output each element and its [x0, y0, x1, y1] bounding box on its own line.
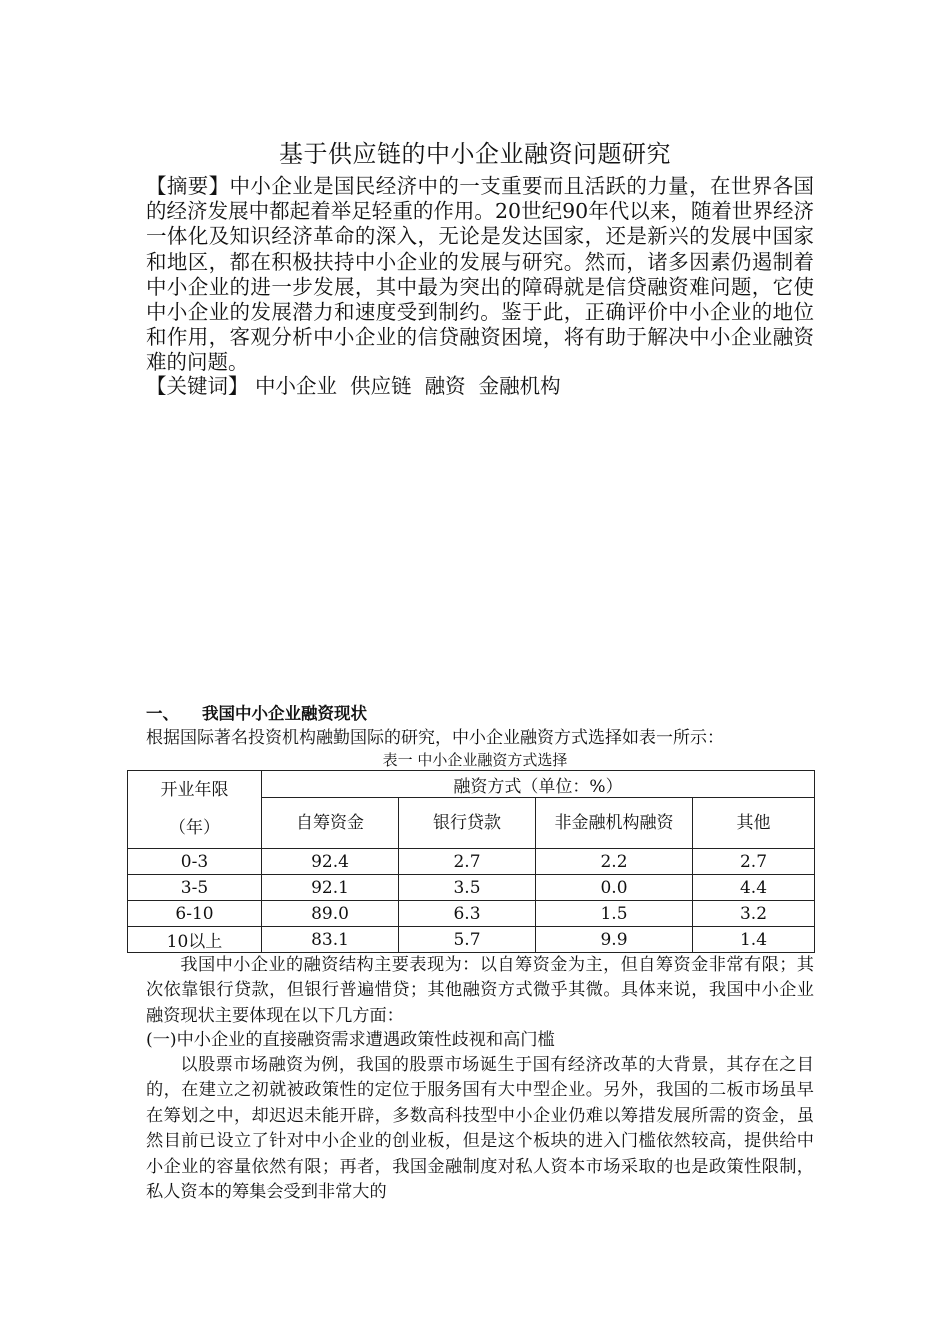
year-cell: 3-5 — [128, 875, 262, 901]
value-cell: 9.9 — [536, 927, 693, 953]
column-header: 自筹资金 — [262, 798, 399, 849]
value-cell: 3.5 — [399, 875, 536, 901]
value-cell: 5.7 — [399, 927, 536, 953]
abstract-text: 【摘要】中小企业是国民经济中的一支重要而且活跃的力量，在世界各国的经济发展中都起着举足轻重的作用。20世纪90年代以来，随着世界经济一体化及知识经济革命的深入，无论是发达国家，还是新兴的发展中国家和地区，都在积极扶持中小企业的发展与研究。然而，诸多因素仍遏制着中小企业的进一步发展，其中最为突出的障碍就是信贷融资难问题，它使中小企业的发展潜力和速度受到制约。鉴于此，正确评价中小企业的地位和作用，客观分析中小企业的信贷融资困境，将有助于解决中小企业融资难的问题。 — [146, 174, 814, 375]
financing-table — [127, 770, 815, 953]
value-cell: 2.7 — [399, 849, 536, 875]
value-cell: 1.4 — [693, 927, 815, 953]
year-cell: 6-10 — [128, 901, 262, 927]
value-cell: 83.1 — [262, 927, 399, 953]
subheading — [146, 1028, 814, 1053]
value-cell: 92.1 — [262, 875, 399, 901]
year-cell: 0-3 — [128, 849, 262, 875]
value-cell: 2.2 — [536, 849, 693, 875]
paragraph-financing-structure — [146, 953, 814, 1029]
section-intro: 根据国际著名投资机构融勤国际的研究，中小企业融资方式选择如表一所示： — [146, 728, 724, 748]
table-caption: 表一 中小企业融资方式选择 — [382, 751, 568, 769]
table-row — [128, 901, 815, 927]
table-row — [128, 849, 815, 875]
year-header-cell — [128, 771, 262, 849]
paragraph-text: 以股票市场融资为例，我国的股票市场诞生于国有经济改革的大背景，其存在之目的，在建立之初就被政策性的定位于服务国有大中型企业。另外，我国的二板市场虽早在筹划之中，却迟迟未能开辟，多数高科技型中小企业仍难以筹措发展所需的资金，虽然目前已设立了针对中小企业的创业板，但是这个板块的进入门槛依然较高，提供给中小企业的容量依然有限；再者，我国金融制度对私人资本市场采取的也是政策性限制，私人资本的筹集会受到非常大的 — [146, 1055, 814, 1203]
column-header: 其他 — [693, 798, 815, 849]
value-cell: 3.2 — [693, 901, 815, 927]
value-cell: 92.4 — [262, 849, 399, 875]
year-header-unit: （年） — [169, 818, 220, 838]
document-title: 基于供应链的中小企业融资问题研究 — [279, 140, 671, 168]
value-cell: 2.7 — [693, 849, 815, 875]
paragraph-stock-market — [146, 1053, 814, 1205]
value-cell: 6.3 — [399, 901, 536, 927]
column-header: 非金融机构融资 — [536, 798, 693, 849]
table-row — [128, 927, 815, 953]
value-cell: 0.0 — [536, 875, 693, 901]
section-heading: 一、 我国中小企业融资现状 — [146, 704, 367, 723]
year-header-label: 开业年限 — [160, 780, 229, 800]
value-cell: 1.5 — [536, 901, 693, 927]
paragraph-text: 我国中小企业的融资结构主要表现为：以自筹资金为主，但自筹资金非常有限；其次依靠银行贷款，但银行普遍惜贷；其他融资方式微乎其微。具体来说，我国中小企业融资现状主要体现在以下几方面： — [146, 955, 814, 1026]
financing-method-header: 融资方式（单位：%） — [262, 771, 815, 798]
value-cell: 4.4 — [693, 875, 815, 901]
keywords: 【关键词】 中小企业 供应链 融资 金融机构 — [146, 374, 561, 398]
value-cell: 89.0 — [262, 901, 399, 927]
table-row — [128, 875, 815, 901]
year-cell: 10以上 — [128, 927, 262, 953]
subheading-text: (一)中小企业的直接融资需求遭遇政策性歧视和高门槛 — [146, 1030, 555, 1050]
abstract — [146, 174, 814, 376]
column-header: 银行贷款 — [399, 798, 536, 849]
